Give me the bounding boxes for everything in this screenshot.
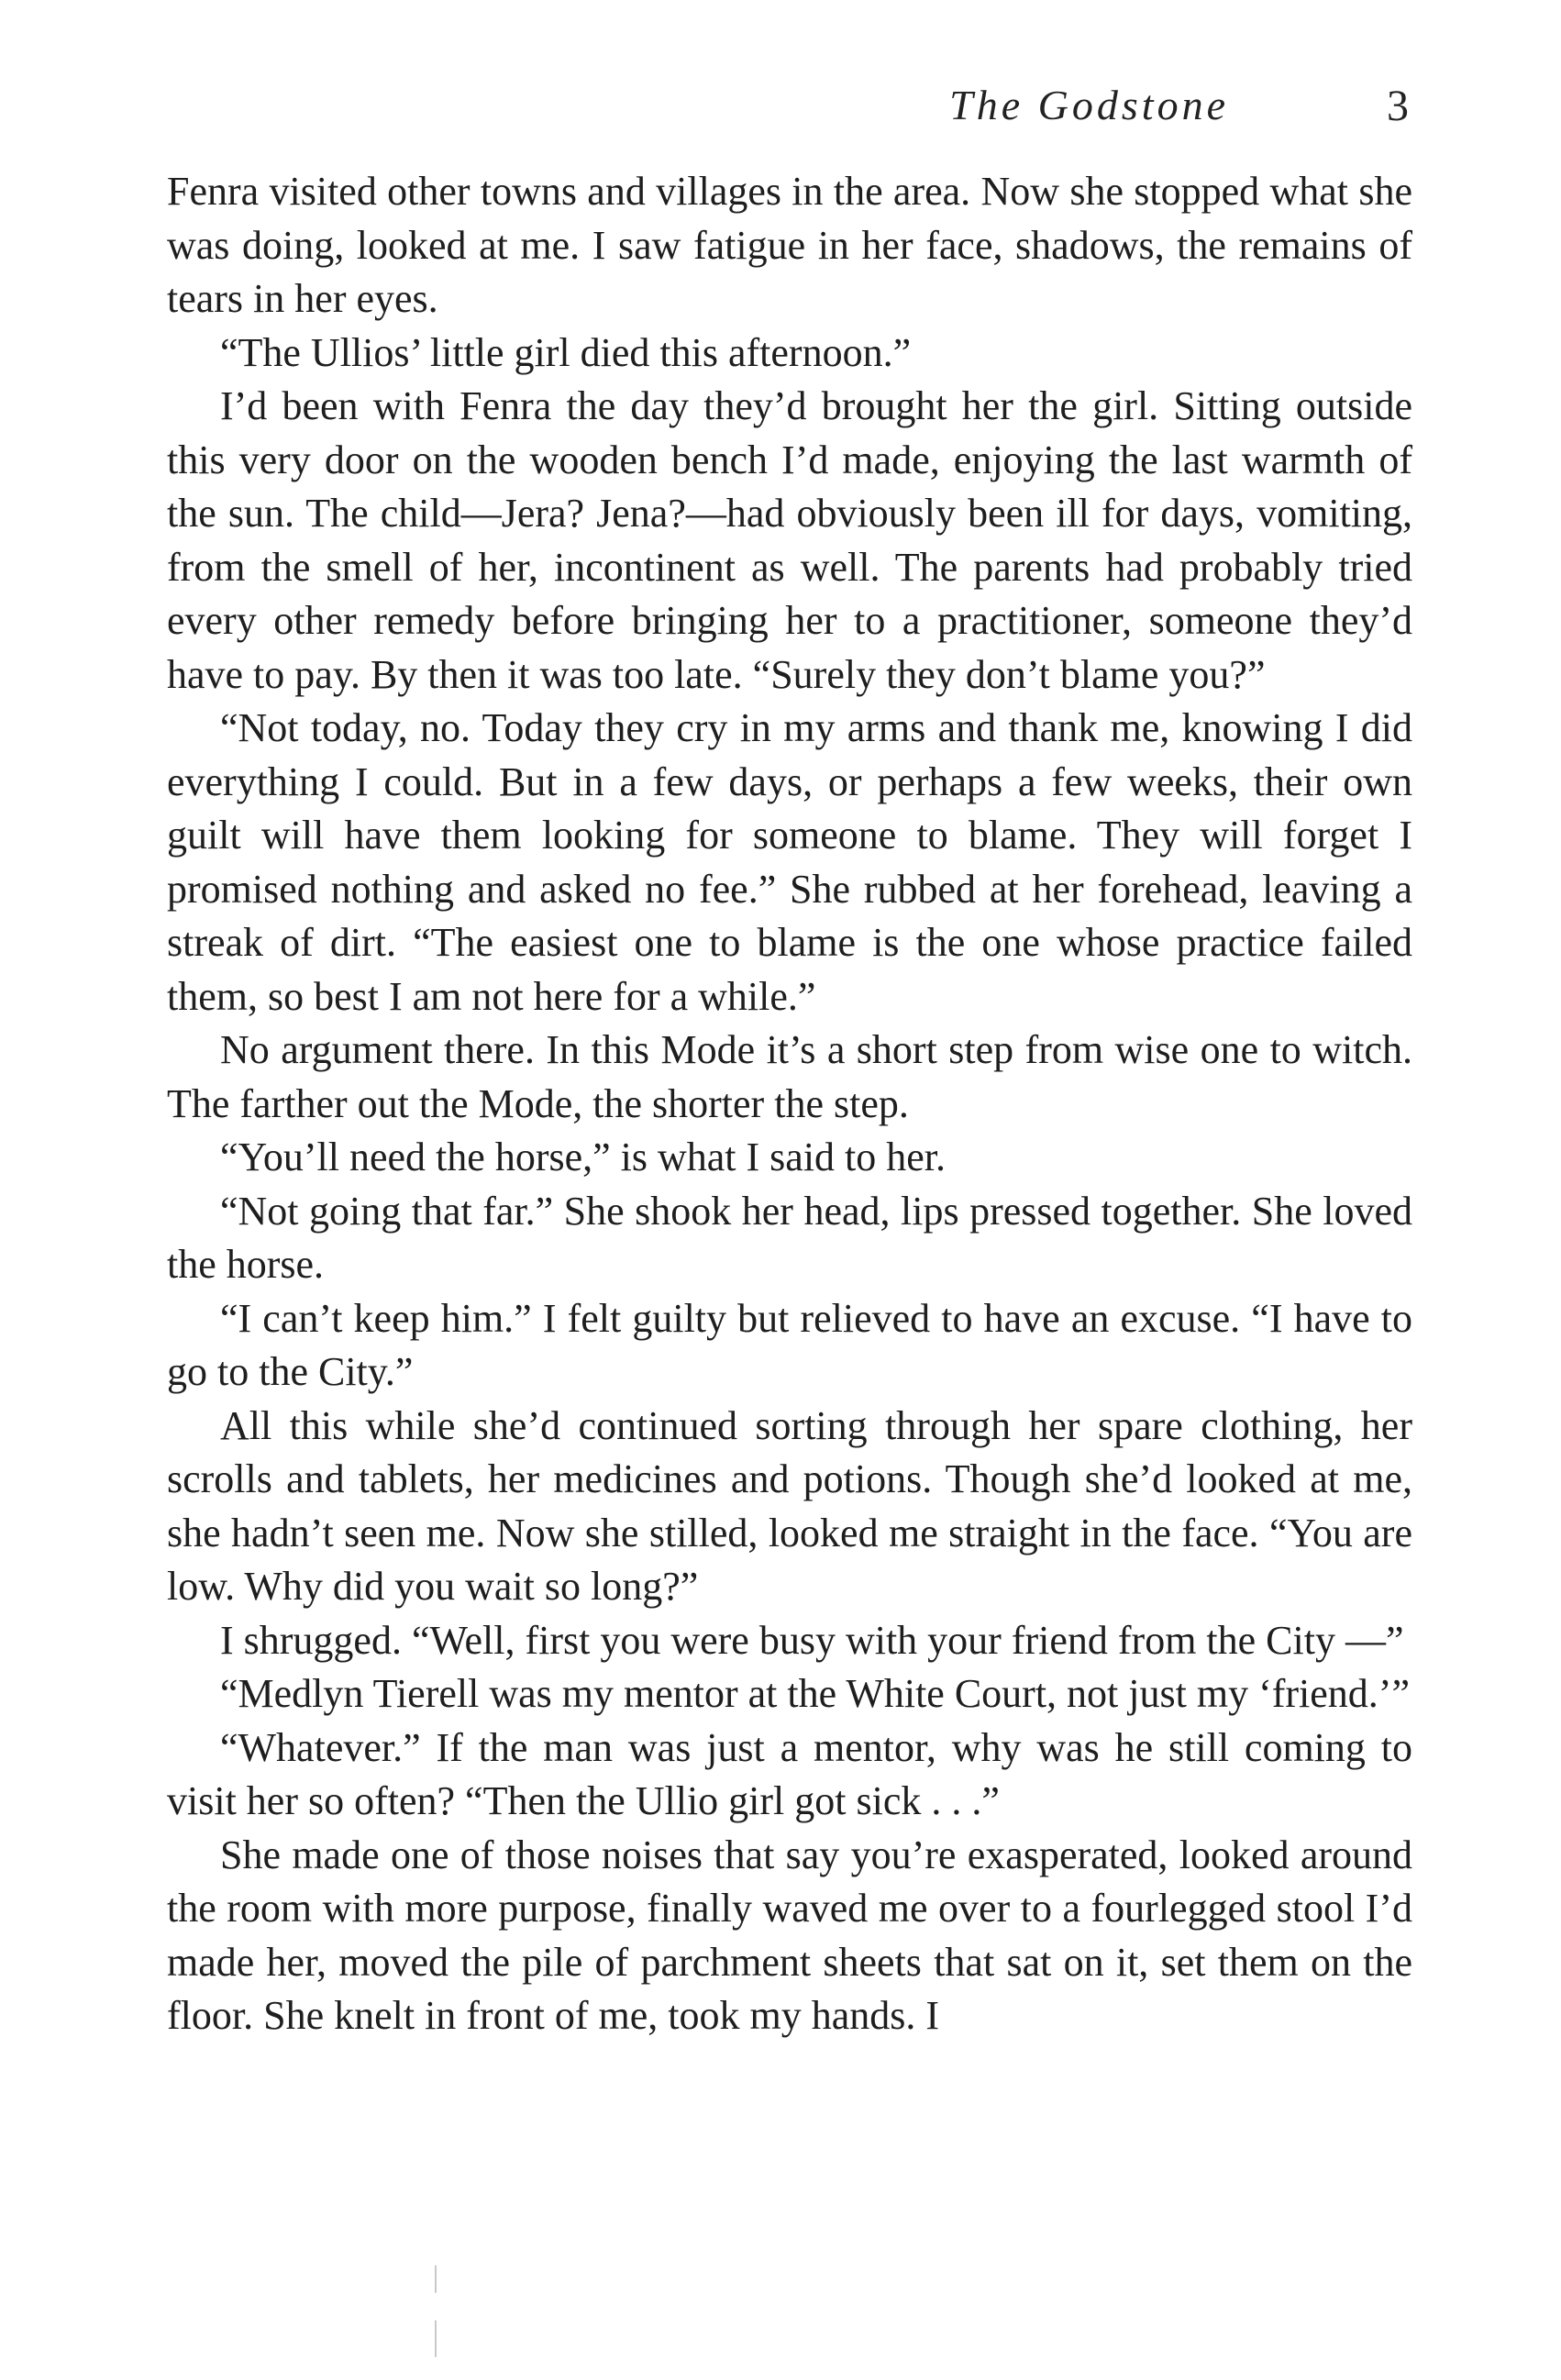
paragraph: She made one of those noises that say you’re exasperated, looked around the room with more purpose, finally waved me over to a fourlegged stool I’d made her, moved the pile of parchment sheets that sat on it, set them on the floor. She knelt in front of me, took my hands. I [167,1832,1412,2038]
paragraph: Fenra visited other towns and villages in the area. Now she stopped what she was doing, looked at me. I saw fatigue in her face, shadows, the remains of tears in her eyes. [167,169,1412,321]
running-head [167,81,1412,145]
scan-mark [435,2320,437,2357]
paragraph: “Whatever.” If the man was just a mentor, why was he still coming to visit her so often? “Then the Ullio girl got sick . . .” [167,1724,1412,1823]
paragraph: All this while she’d continued sorting through her spare clothing, her scrolls and tablets, her medicines and potions. Though she’d looked at me, she hadn’t seen me. Now she stilled, looked me straight in the face. “You are low. Why did you wait so long?” [167,1402,1412,1609]
body-text [167,165,1412,2043]
paragraph: I shrugged. “Well, first you were busy with your friend from the City —” [220,1617,1404,1663]
paragraph: No argument there. In this Mode it’s a short step from wise one to witch. The farther out the Mode, the shorter the step. [167,1027,1412,1126]
paragraph: “Not going that far.” She shook her head, lips pressed together. She loved the horse. [167,1188,1412,1287]
page-number: 3 [1387,82,1409,130]
paragraph: “I can’t keep him.” I felt guilty but relieved to have an excuse. “I have to go to the City.” [167,1295,1412,1394]
paragraph: I’d been with Fenra the day they’d brought her the girl. Sitting outside this very door on the wooden bench I’d made, enjoying the last warmth of the sun. The child—Jera? Jena?—had obviously been ill for days, vomiting, from the smell of her, incontinent as well. The parents had probably tried every other remedy before bringing her to a practitioner, someone they’d have to pay. By then it was too late. “Surely they don’t blame you?” [167,383,1412,697]
paragraph: “The Ullios’ little girl died this afternoon.” [220,329,912,375]
paragraph: “Not today, no. Today they cry in my arms and thank me, knowing I did everything I could. But in a few days, or perhaps a few weeks, their own guilt will have them looking for someone to blame. They will forget I promised nothing and asked no fee.” She rubbed at her forehead, leaving a streak of dirt. “The easiest one to blame is the one whose practice failed them, so best I am not here for a while.” [167,705,1412,1019]
scan-mark [435,2265,437,2293]
paragraph: “You’ll need the horse,” is what I said to her. [220,1135,947,1179]
running-title: The Godstone [949,82,1229,128]
paragraph: “Medlyn Tierell was my mentor at the White Court, not just my ‘friend.’” [220,1671,1410,1716]
